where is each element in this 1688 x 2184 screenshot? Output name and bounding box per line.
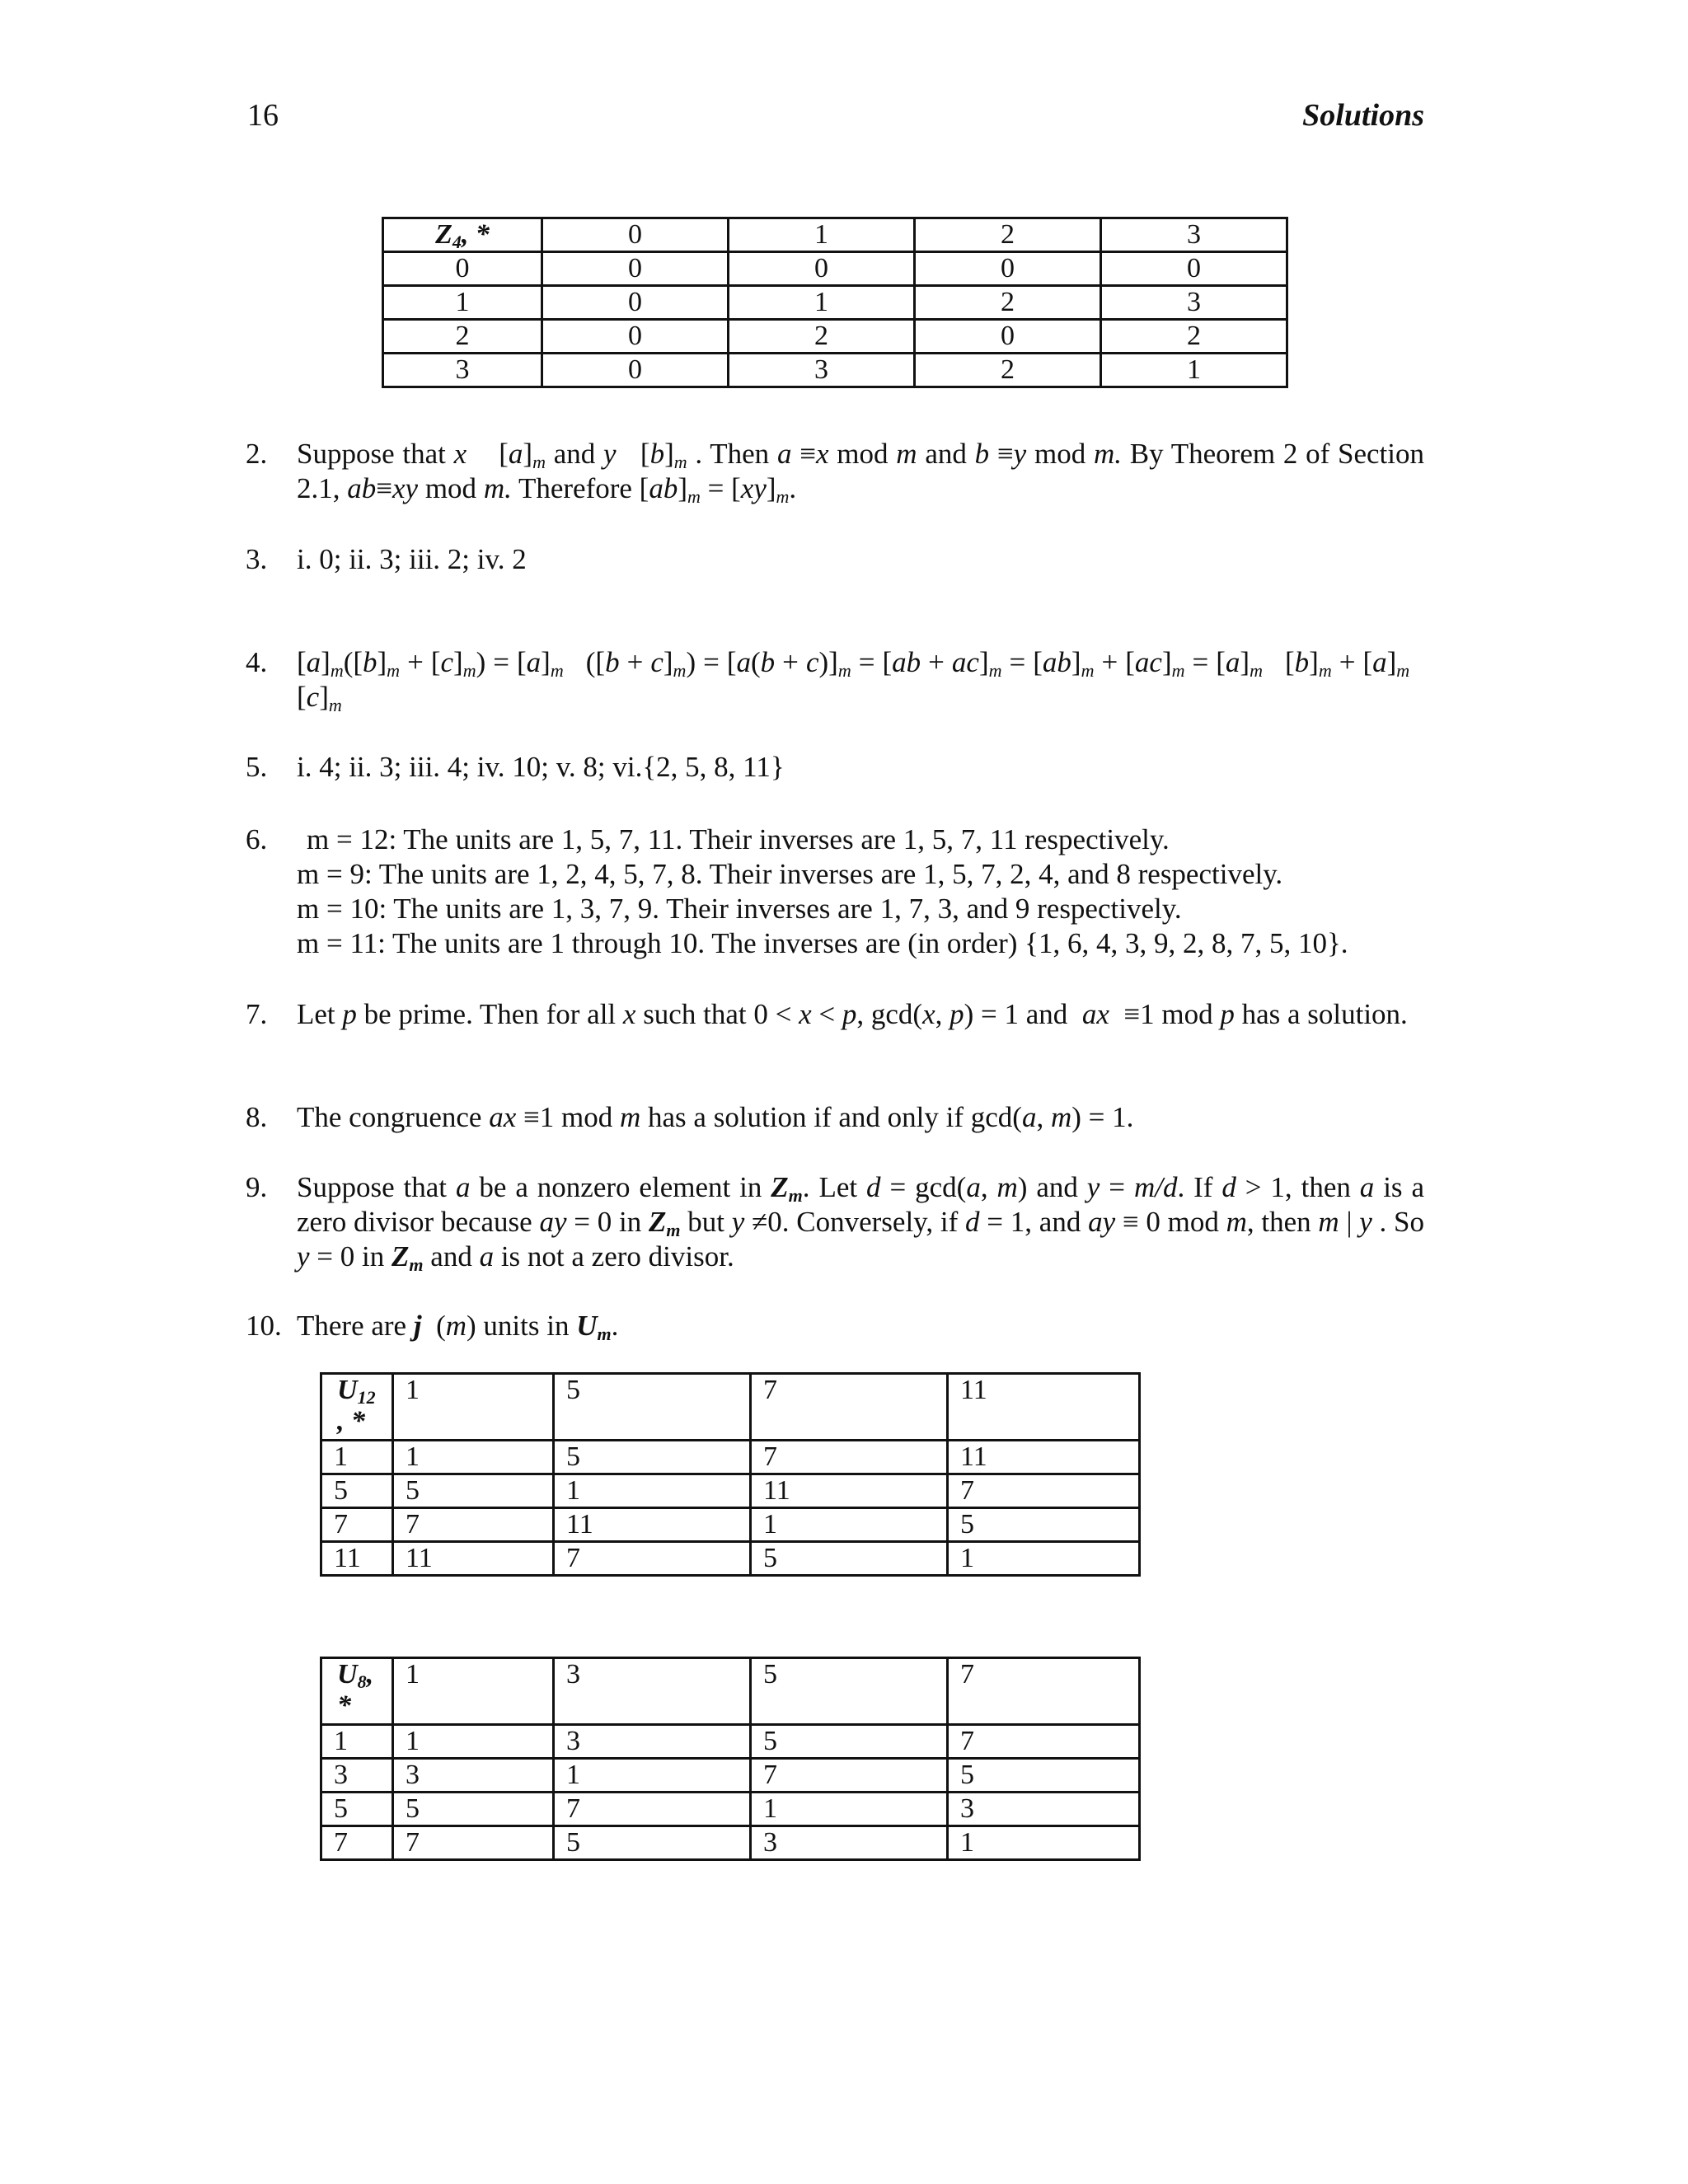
table-cell: 7 — [751, 1759, 948, 1793]
table-cell: 7 — [948, 1474, 1140, 1508]
item-number: 2. — [246, 438, 268, 470]
solution-item-2 — [246, 437, 1424, 506]
table-cell: 0 — [915, 252, 1101, 286]
table-cell: 1 — [948, 1826, 1140, 1860]
table-cell: 11 — [554, 1508, 751, 1542]
table-cell: 0 — [542, 252, 729, 286]
table-cell: 11 — [321, 1542, 393, 1576]
table-cell: 5 — [321, 1793, 393, 1826]
item-number: 7. — [246, 998, 268, 1030]
table-cell: 1 — [321, 1725, 393, 1759]
table-cell: 7 — [321, 1826, 393, 1860]
solution-item-3 — [246, 542, 1424, 577]
table-row — [321, 1474, 1140, 1508]
table-cell: 11 — [393, 1542, 554, 1576]
table-row — [321, 1508, 1140, 1542]
table-header-cell: 1 — [729, 218, 915, 252]
solution-item-5 — [246, 750, 1424, 785]
table-cell: 1 — [1101, 354, 1287, 387]
table-cell: 7 — [554, 1542, 751, 1576]
table-row — [383, 252, 1287, 286]
table-header-cell: 3 — [1101, 218, 1287, 252]
table-cell: 0 — [1101, 252, 1287, 286]
running-title: Solutions — [1302, 98, 1424, 133]
table-cell: 2 — [915, 286, 1101, 320]
table-cell: 5 — [554, 1826, 751, 1860]
item-text: i. 0; ii. 3; iii. 2; iv. 2 — [297, 543, 527, 575]
item-text: The congruence ax ≡1 mod m has a solution if and only if gcd(a, m) = 1. — [297, 1101, 1134, 1133]
table-cell: 1 — [948, 1542, 1140, 1576]
table-cell: 7 — [393, 1508, 554, 1542]
table-header-cell: 7 — [948, 1658, 1140, 1725]
table-cell: 3 — [383, 354, 542, 387]
table-cell: 1 — [393, 1725, 554, 1759]
table-header-row — [321, 1374, 1140, 1441]
item-number: 10. — [246, 1310, 282, 1342]
table-header-row — [321, 1658, 1140, 1725]
item-number: 8. — [246, 1101, 268, 1133]
table-cell: 5 — [751, 1725, 948, 1759]
u12-multiplication-table — [320, 1372, 1141, 1577]
table-cell: 2 — [1101, 320, 1287, 354]
item-number: 6. — [246, 823, 268, 855]
table-cell: 11 — [948, 1441, 1140, 1474]
table-cell: 1 — [321, 1441, 393, 1474]
table-cell: 5 — [948, 1508, 1140, 1542]
table-header-cell: 0 — [542, 218, 729, 252]
table-corner-cell: $U_{12}$ , * — [321, 1374, 393, 1441]
table-header-cell: 11 — [948, 1374, 1140, 1441]
item-line: m = 12: The units are 1, 5, 7, 11. Their inverses are 1, 5, 7, 11 respectively. — [307, 823, 1170, 855]
table-cell: 5 — [554, 1441, 751, 1474]
table-cell: 0 — [542, 320, 729, 354]
table-header-cell: 7 — [751, 1374, 948, 1441]
table-cell: 7 — [948, 1725, 1140, 1759]
solution-item-10 — [246, 1309, 1424, 1343]
item-text: Suppose that x $[a]_m$ and y $[b]_m$ . Then a ≡x mod m and b ≡y mod m. By Theorem 2 of Section 2.1, ab≡xy mod m. Therefore $[ab]_m = [xy]_m$. — [297, 438, 1425, 507]
table-cell: 5 — [321, 1474, 393, 1508]
table-header-cell: 5 — [751, 1658, 948, 1725]
item-text: $[a]_m([b]_m + [c]_m) = [a]_m$ $([b + c]_m) = [a(b + c)]_m = [ab + ac]_m = [ab]_m + [ac]_m = [a]_m$ $[b]_m + [a]_m$ $[c]_m$ — [297, 646, 1424, 715]
table-cell: 7 — [751, 1441, 948, 1474]
table-cell: 2 — [729, 320, 915, 354]
solution-item-4 — [246, 645, 1424, 715]
table-header-row — [383, 218, 1287, 252]
table-corner-cell: $Z_4$, * — [383, 218, 542, 252]
table-cell: 3 — [554, 1725, 751, 1759]
item-text: There are j (m) units in $U_m$. — [297, 1310, 619, 1344]
table-row — [383, 320, 1287, 354]
table-cell: 1 — [751, 1793, 948, 1826]
z4-multiplication-table — [382, 217, 1288, 388]
table-row — [321, 1793, 1140, 1826]
table-header-cell: 1 — [393, 1374, 554, 1441]
solution-item-7 — [246, 997, 1424, 1032]
table-cell: 3 — [321, 1759, 393, 1793]
table-cell: 0 — [383, 252, 542, 286]
table-cell: 1 — [554, 1759, 751, 1793]
table-cell: 1 — [554, 1474, 751, 1508]
table-cell: 2 — [383, 320, 542, 354]
table-cell: 0 — [915, 320, 1101, 354]
table-cell: 3 — [393, 1759, 554, 1793]
table-row — [321, 1441, 1140, 1474]
item-number: 5. — [246, 751, 268, 783]
table-cell: 3 — [751, 1826, 948, 1860]
solution-item-8 — [246, 1100, 1424, 1135]
item-text: i. 4; ii. 3; iii. 4; iv. 10; v. 8; vi.{2, 5, 8, 11} — [297, 751, 785, 783]
table-row — [321, 1759, 1140, 1793]
item-line: m = 9: The units are 1, 2, 4, 5, 7, 8. Their inverses are 1, 5, 7, 2, 4, and 8 respectively. — [297, 858, 1283, 890]
table-cell: 11 — [751, 1474, 948, 1508]
table-cell: 1 — [393, 1441, 554, 1474]
item-line: m = 11: The units are 1 through 10. The inverses are (in order) {1, 6, 4, 3, 9, 2, 8, 7, 5, 10}. — [297, 927, 1348, 959]
table-header-cell: 3 — [554, 1658, 751, 1725]
table-row — [321, 1826, 1140, 1860]
table-cell: 1 — [383, 286, 542, 320]
item-text: Suppose that a be a nonzero element in $Z_m$. Let d = gcd(a, m) and y = m/d. If d > 1, then a is a zero divisor because ay = 0 in $Z_m$ but y ≠0. Conversely, if d = 1, and ay ≡ 0 mod m, then m | y . So y = 0 in $Z_m$ and a is not a zero divisor. — [297, 1171, 1425, 1275]
item-number: 3. — [246, 543, 268, 575]
table-cell: 3 — [948, 1793, 1140, 1826]
item-number: 9. — [246, 1171, 268, 1203]
table-row — [321, 1725, 1140, 1759]
table-cell: 1 — [751, 1508, 948, 1542]
table-cell: 2 — [915, 354, 1101, 387]
solution-item-9 — [246, 1170, 1424, 1274]
table-row — [383, 286, 1287, 320]
table-cell: 7 — [554, 1793, 751, 1826]
table-header-cell: 1 — [393, 1658, 554, 1725]
table-cell: 0 — [542, 354, 729, 387]
table-cell: 7 — [321, 1508, 393, 1542]
item-text — [297, 823, 1424, 961]
table-row — [383, 354, 1287, 387]
table-cell: 1 — [729, 286, 915, 320]
page-number: 16 — [247, 98, 279, 133]
table-row — [321, 1542, 1140, 1576]
table-cell: 5 — [948, 1759, 1140, 1793]
table-cell: 5 — [751, 1542, 948, 1576]
table-cell: 5 — [393, 1793, 554, 1826]
item-line: m = 10: The units are 1, 3, 7, 9. Their inverses are 1, 7, 3, and 9 respectively. — [297, 893, 1182, 925]
table-cell: 5 — [393, 1474, 554, 1508]
solution-item-6 — [246, 823, 1424, 961]
table-cell: 3 — [729, 354, 915, 387]
table-cell: 7 — [393, 1826, 554, 1860]
table-corner-cell: $U_8$, * — [321, 1658, 393, 1725]
u8-multiplication-table — [320, 1657, 1141, 1861]
table-cell: 0 — [542, 286, 729, 320]
table-cell: 3 — [1101, 286, 1287, 320]
item-text: Let p be prime. Then for all x such that 0 < x < p, gcd(x, p) = 1 and ax ≡1 mod p has a solution. — [297, 998, 1408, 1030]
table-header-cell: 2 — [915, 218, 1101, 252]
table-cell: 0 — [729, 252, 915, 286]
table-header-cell: 5 — [554, 1374, 751, 1441]
item-number: 4. — [246, 646, 268, 678]
